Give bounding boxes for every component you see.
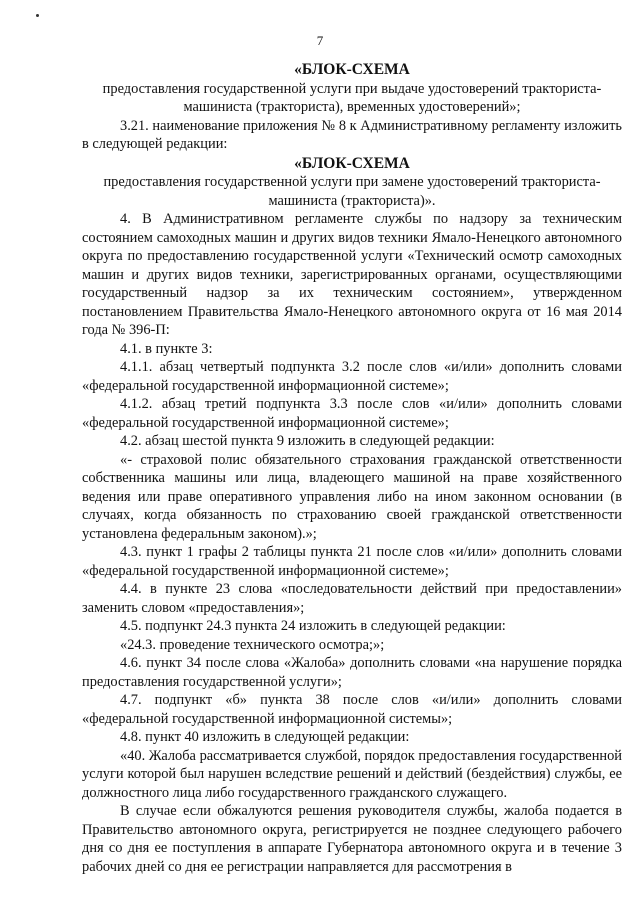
paragraph: 4.3. пункт 1 графы 2 таблицы пункта 21 после слов «и/или» дополнить словами «федеральной государственной информационной системе»; (82, 544, 622, 579)
paragraph: «40. Жалоба рассматривается службой, порядок предоставления государственной услуги которой был нарушен вследствие решений и действий (бездействия) службы, ее должностного лица либо государственного гражданского служащего. (82, 747, 622, 801)
paragraph: 4. В Административном регламенте службы по надзору за техническим состоянием самоходных машин и других видов техники Ямало-Ненецкого автономного округа по предоставлению государственной услуги «Технический осмотр самоходных машин и других видов техники, зарегистрированных органами, осуществляющими государственный надзор за их техническим состоянием», утвержденном постановлением Правительства Ямало-Ненецкого автономного округа от 16 мая 2014 года № 396-П: (82, 211, 622, 338)
paragraph: 3.21. наименование приложения № 8 к Административному регламенту изложить в следующей редакции: (82, 117, 622, 152)
paragraph: 4.1.2. абзац третий подпункта 3.3 после слов «и/или» дополнить словами «федеральной государственной информационной системе»; (82, 396, 622, 431)
paragraph: 4.4. в пункте 23 слова «последовательности действий при предоставлении» заменить словом «предоставления»; (82, 581, 622, 616)
paragraph: 4.5. подпункт 24.3 пункта 24 изложить в следующей редакции: (120, 618, 506, 634)
scan-dot (36, 14, 39, 17)
section-heading: «БЛОК-СХЕМА (294, 61, 410, 78)
paragraph: В случае если обжалуются решения руководителя службы, жалоба подается в Правительство автономного округа, регистрируется не позднее следующего рабочего дня со дня ее поступления в аппарате Губернатора автономного округа и в течение 3 рабочих дней со дня ее регистрации направляется для рассмотрения в (82, 803, 622, 875)
paragraph: 4.1.1. абзац четвертый подпункта 3.2 после слов «и/или» дополнить словами «федеральной государственной информационной системе»; (82, 359, 622, 394)
paragraph: 4.1. в пункте 3: (120, 340, 213, 357)
paragraph: 4.8. пункт 40 изложить в следующей редакции: (120, 729, 410, 745)
page-number: 7 (316, 33, 324, 48)
document-body (82, 60, 622, 876)
paragraph: «24.3. проведение технического осмотра;»; (120, 636, 385, 653)
paragraph: предоставления государственной услуги при замене удостоверений тракториста-машиниста (тракториста)». (103, 174, 601, 209)
section-heading: «БЛОК-СХЕМА (294, 154, 410, 172)
paragraph: 4.6. пункт 34 после слова «Жалоба» дополнить словами «на нарушение порядка предоставления государственной услуги»; (82, 655, 622, 690)
paragraph: «- страховой полис обязательного страхования гражданской ответственности собственника машины или лица, владеющего машиной на праве хозяйственного ведения или праве оперативного управления либо на ином законном основании (в случаях, когда обязанность по страхованию своей гражданской ответственности установлена федеральным законом).»; (82, 451, 622, 542)
paragraph: 4.7. подпункт «б» пункта 38 после слов «и/или» дополнить словами «федеральной государственной информационной системы»; (82, 692, 622, 727)
paragraph: предоставления государственной услуги при выдаче удостоверений тракториста-машиниста (тракториста), временных удостоверений»; (102, 80, 602, 115)
paragraph: 4.2. абзац шестой пункта 9 изложить в следующей редакции: (120, 433, 495, 449)
